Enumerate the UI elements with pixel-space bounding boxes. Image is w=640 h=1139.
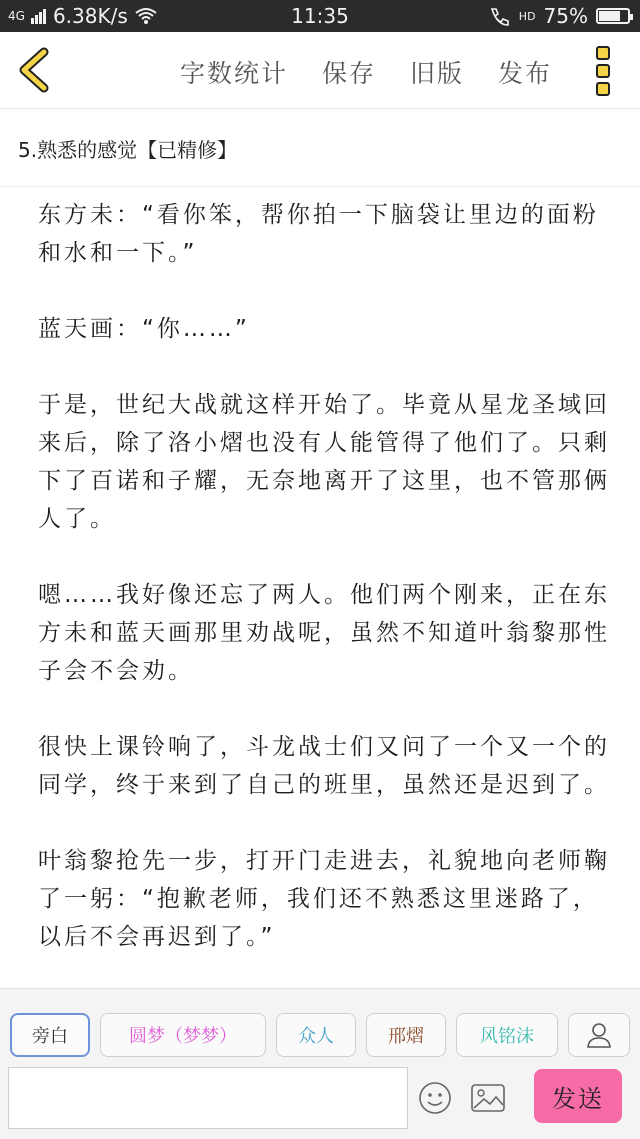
chapter-title: 5.熟悉的感觉【已精修】	[18, 138, 238, 162]
role-yuanmeng[interactable]	[100, 1013, 266, 1057]
role-label: 旁白	[32, 1026, 68, 1047]
menu-dot-icon	[596, 64, 610, 78]
editor-toolbar	[0, 32, 640, 109]
paragraph: 于是，世纪大战就这样开始了。毕竟从星龙圣域回来后，除了洛小熠也没有人能管得了他们了。只剩下了百诺和子耀，无奈地离开了这里，也不管那俩人了。	[38, 392, 610, 532]
word-count-button[interactable]: 字数统计	[180, 59, 289, 88]
role-label: 圆梦（梦梦）	[129, 1026, 237, 1047]
menu-dot-icon	[596, 82, 610, 96]
network-speed: 6.38K/s	[52, 4, 128, 28]
battery-icon	[596, 8, 630, 24]
role-xingyi[interactable]	[366, 1013, 446, 1057]
hd-label: HD	[518, 9, 536, 23]
old-version-button[interactable]: 旧版	[410, 59, 465, 88]
role-selector	[10, 1013, 630, 1057]
phone-hd-icon	[489, 6, 511, 26]
back-button[interactable]	[14, 46, 54, 94]
role-label: 众人	[298, 1026, 334, 1047]
paragraph: 嗯……我好像还忘了两人。他们两个刚来，正在东方未和蓝天画那里劝战呢，虽然不知道叶翁黎那性子会不会劝。	[38, 582, 610, 684]
clock: 11:35	[291, 4, 349, 28]
paragraph: 叶翁黎抢先一步，打开门走进去，礼貌地向老师鞠了一躬：“抱歉老师，我们还不熟悉这里迷路了，以后不会再迟到了。”	[38, 848, 610, 950]
message-input[interactable]	[8, 1067, 408, 1129]
chapter-content[interactable]	[38, 196, 610, 981]
role-fengmingmo[interactable]	[456, 1013, 558, 1057]
person-icon	[585, 1021, 613, 1049]
more-menu-button[interactable]	[596, 46, 612, 96]
role-label: 风铭沫	[480, 1026, 534, 1047]
divider	[0, 186, 640, 187]
role-crowd[interactable]	[276, 1013, 356, 1057]
image-icon	[470, 1083, 506, 1113]
smiley-icon	[418, 1081, 452, 1115]
paragraph: 很快上课铃响了，斗龙战士们又问了一个又一个的同学，终于来到了自己的班里，虽然还是迟到了。	[38, 734, 610, 798]
role-label: 邢熠	[388, 1026, 424, 1047]
add-role-button[interactable]	[568, 1013, 630, 1057]
chevron-left-icon	[14, 46, 54, 94]
paragraph: 东方未：“看你笨，帮你拍一下脑袋让里边的面粉和水和一下。”	[38, 202, 599, 266]
image-button[interactable]	[470, 1083, 506, 1113]
menu-dot-icon	[596, 46, 610, 60]
composer-panel	[0, 988, 640, 1139]
role-narrator[interactable]	[10, 1013, 90, 1057]
battery-percent: 75%	[543, 4, 588, 28]
status-bar	[0, 0, 640, 32]
emoji-button[interactable]	[418, 1081, 452, 1115]
publish-button[interactable]: 发布	[498, 59, 553, 88]
signal-icon: 4G	[8, 9, 25, 23]
paragraph: 蓝天画：“你……”	[38, 316, 250, 342]
save-button[interactable]: 保存	[322, 59, 377, 88]
send-button[interactable]: 发送	[534, 1069, 622, 1123]
